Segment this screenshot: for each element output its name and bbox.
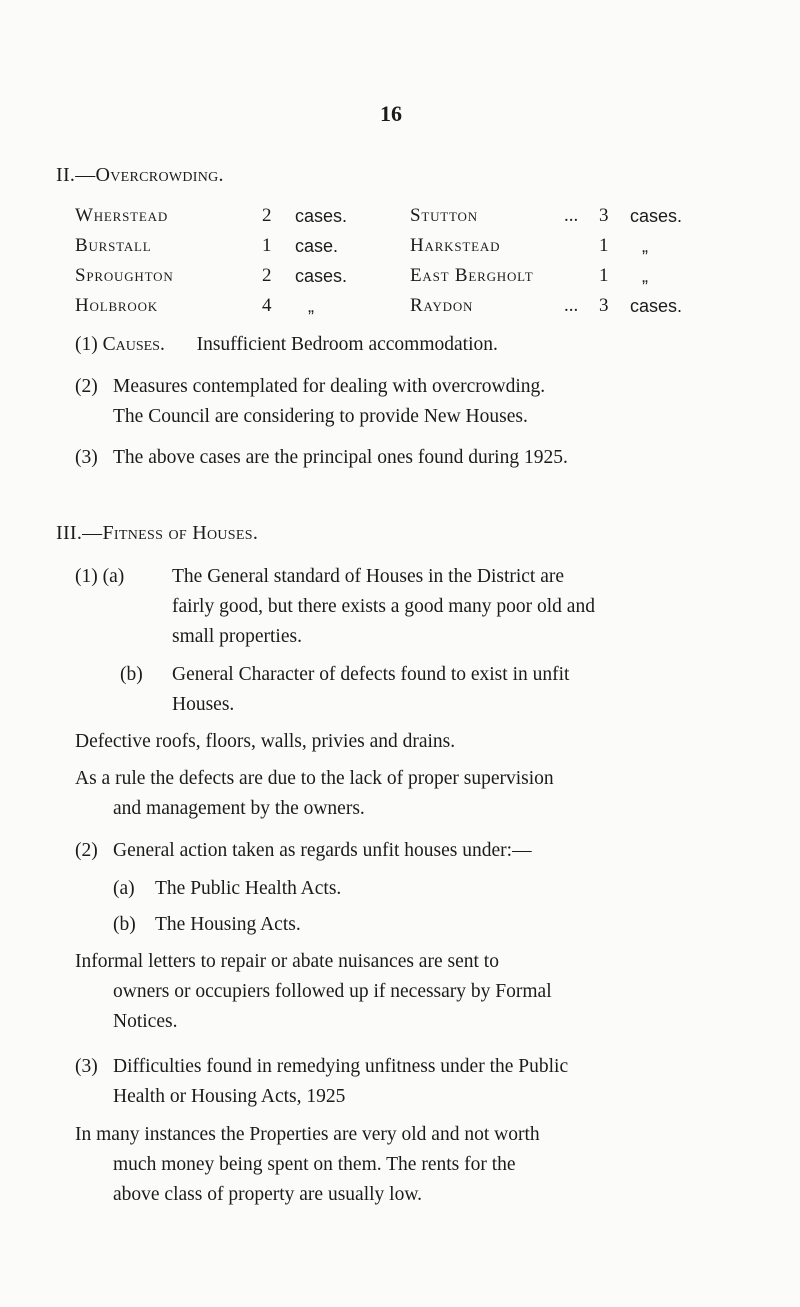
causes-paragraph bbox=[75, 330, 498, 360]
rule-line: As a rule the defects are due to the lack of proper supervision bbox=[75, 768, 554, 789]
parish-name: Stutton bbox=[410, 205, 478, 226]
case-count: 3 bbox=[599, 295, 609, 316]
causes-text: Insufficient Bedroom accommodation. bbox=[196, 334, 498, 355]
parish-name: Wherstead bbox=[75, 205, 169, 226]
parish-name: Holbrook bbox=[75, 295, 158, 316]
parish-name: East Bergholt bbox=[410, 265, 534, 286]
measures-line: Measures contemplated for dealing with overcrowding. bbox=[113, 376, 546, 397]
case-unit: cases. bbox=[295, 266, 348, 286]
item-3-line: Health or Housing Acts, 1925 bbox=[113, 1086, 346, 1107]
case-count: 1 bbox=[599, 265, 609, 286]
parish-name: Burstall bbox=[75, 235, 152, 256]
case-count: 1 bbox=[262, 235, 272, 256]
item-1a-line: small properties. bbox=[172, 626, 302, 647]
many-instances-line: above class of property are usually low. bbox=[113, 1184, 423, 1205]
ditto-mark: „ bbox=[308, 296, 314, 316]
many-instances-line: much money being spent on them. The rents for the bbox=[113, 1154, 516, 1175]
item-2a-label: (a) bbox=[113, 878, 135, 899]
item-1a-line: The General standard of Houses in the District are bbox=[172, 566, 565, 587]
ditto-mark: „ bbox=[642, 266, 648, 286]
section-heading-fitness: III.—Fitness of Houses. bbox=[56, 522, 259, 544]
item-2b-label: (b) bbox=[113, 914, 136, 935]
measures-line: The Council are considering to provide New Houses. bbox=[113, 406, 528, 427]
item-1a-line: fairly good, but there exists a good many poor old and bbox=[172, 596, 595, 617]
parish-name: Harkstead bbox=[410, 235, 501, 256]
above-cases-text: The above cases are the principal ones found during 1925. bbox=[113, 447, 568, 468]
case-count: 2 bbox=[262, 265, 272, 286]
item-3-line: Difficulties found in remedying unfitness under the Public bbox=[113, 1056, 569, 1077]
item-3-label: (3) bbox=[75, 1056, 98, 1077]
leader-dots: ... bbox=[564, 205, 579, 226]
case-unit: cases. bbox=[630, 296, 683, 316]
informal-line: owners or occupiers followed up if necessary by Formal bbox=[113, 981, 552, 1002]
section-heading-overcrowding: II.—Overcrowding. bbox=[56, 164, 224, 186]
informal-line: Informal letters to repair or abate nuisances are sent to bbox=[75, 951, 499, 972]
leader-dots: ... bbox=[564, 295, 579, 316]
case-count: 4 bbox=[262, 295, 272, 316]
item-1b-line: Houses. bbox=[172, 694, 235, 715]
measures-label: (2) bbox=[75, 376, 98, 397]
case-unit: cases. bbox=[295, 206, 348, 226]
page-number: 16 bbox=[380, 101, 402, 126]
item-1a-label: (1) (a) bbox=[75, 566, 125, 587]
many-instances-line: In many instances the Properties are very old and not worth bbox=[75, 1124, 540, 1145]
case-count: 1 bbox=[599, 235, 609, 256]
ditto-mark: „ bbox=[642, 236, 648, 256]
item-2-text: General action taken as regards unfit houses under:— bbox=[113, 840, 532, 861]
item-2b-text: The Housing Acts. bbox=[155, 914, 301, 935]
case-unit: case. bbox=[295, 236, 339, 256]
causes-label: (1) Causes. bbox=[75, 334, 165, 355]
defects-line: Defective roofs, floors, walls, privies and drains. bbox=[75, 731, 456, 752]
rule-line: and management by the owners. bbox=[113, 798, 365, 819]
case-unit: cases. bbox=[630, 206, 683, 226]
informal-line: Notices. bbox=[113, 1011, 178, 1032]
above-cases-label: (3) bbox=[75, 447, 98, 468]
parish-name: Sproughton bbox=[75, 265, 174, 286]
item-1b-label: (b) bbox=[120, 664, 143, 685]
item-2a-text: The Public Health Acts. bbox=[155, 878, 342, 899]
item-1b-line: General Character of defects found to exist in unfit bbox=[172, 664, 570, 685]
case-count: 3 bbox=[599, 205, 609, 226]
item-2-label: (2) bbox=[75, 840, 98, 861]
parish-name: Raydon bbox=[410, 295, 474, 316]
case-count: 2 bbox=[262, 205, 272, 226]
